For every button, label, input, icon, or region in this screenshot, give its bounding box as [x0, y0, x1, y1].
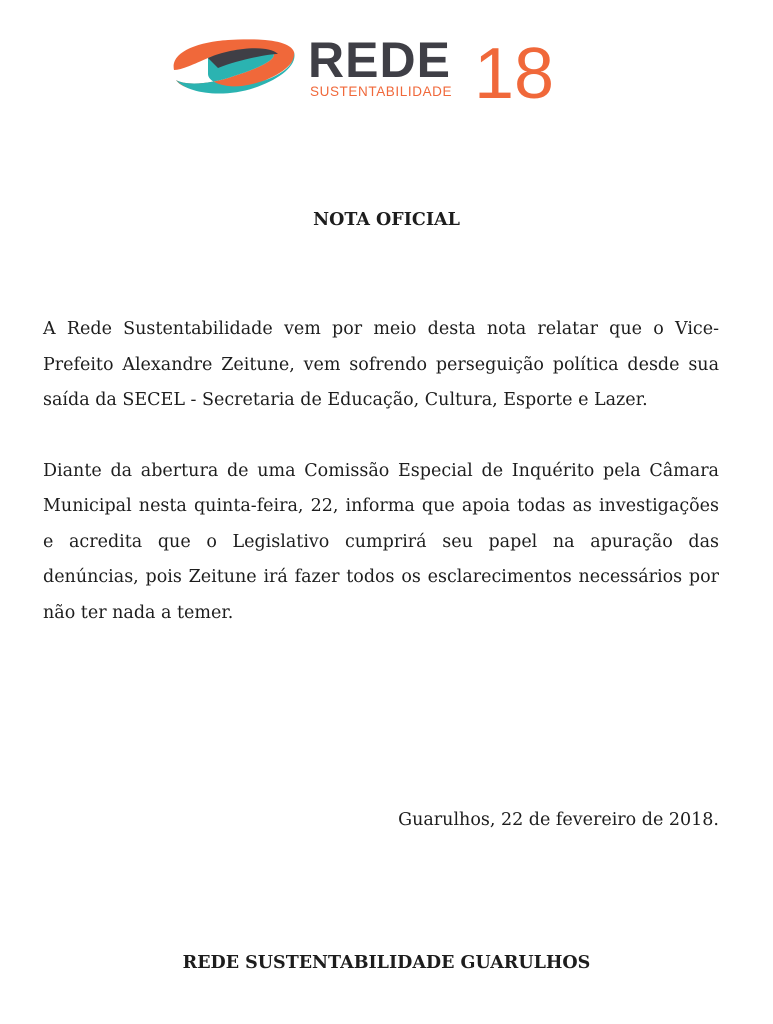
- logo-name: REDE: [308, 32, 451, 88]
- document-body: [43, 312, 719, 666]
- logo-swoosh-icon: [174, 39, 295, 93]
- rede-sustentabilidade-logo: [168, 30, 568, 104]
- document-title: NOTA OFICIAL: [313, 210, 460, 230]
- signature: REDE SUSTENTABILIDADE GUARULHOS: [182, 953, 591, 973]
- paragraph-1: A Rede Sustentabilidade vem por meio desta nota relatar que o Vice-Prefeito Alexandre Zeitune, vem sofrendo perseguição política desde sua saída da SECEL - Secretaria de Educação, Cultura, Esporte e Lazer.: [43, 319, 719, 410]
- date-line: Guarulhos, 22 de fevereiro de 2018.: [398, 810, 719, 830]
- paragraph-2: Diante da abertura de uma Comissão Especial de Inquérito pela Câmara Municipal nesta quinta-feira, 22, informa que apoia todas as investigações e acredita que o Legislativo cumprirá seu papel na apuração das denúncias, pois Zeitune irá fazer todos os esclarecimentos necessários por não ter nada a temer.: [43, 460, 719, 623]
- logo-tagline: SUSTENTABILIDADE: [310, 84, 453, 99]
- logo-number: 18: [474, 34, 555, 104]
